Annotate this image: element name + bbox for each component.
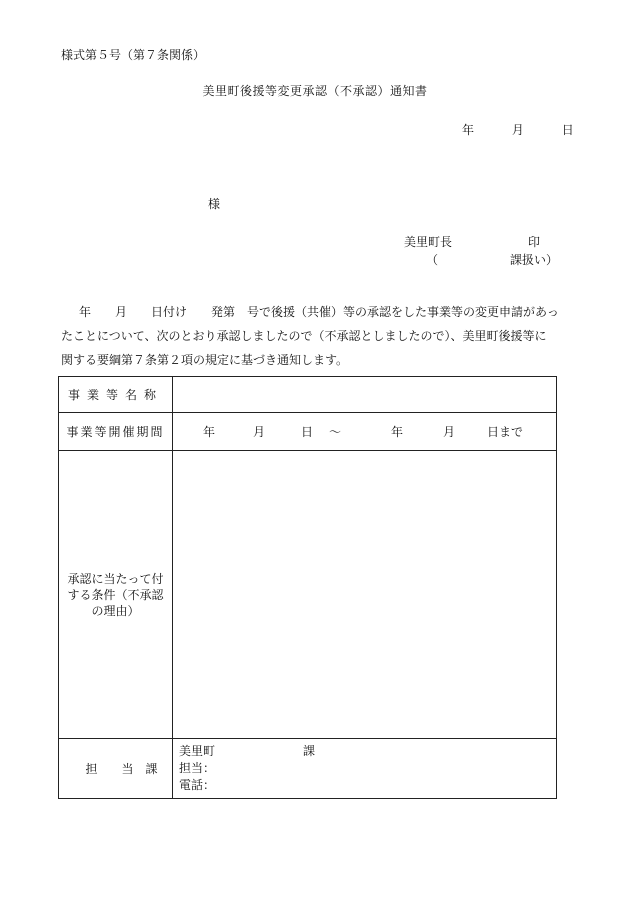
period-month-1: 月 (253, 425, 266, 439)
dept-label-char-2: 当 (121, 762, 134, 776)
date-year: 年 (462, 123, 475, 137)
event-name-value (173, 377, 557, 413)
handling-dept: 課扱い） (510, 253, 559, 267)
dept-town: 美里町 (179, 744, 216, 758)
period-year-1: 年 (203, 425, 216, 439)
issue-date (462, 121, 574, 138)
seal-mark: 印 (528, 235, 541, 249)
event-period-label: 事業等開催期間 (59, 413, 173, 451)
dept-label-char-1: 担 (85, 762, 98, 776)
period-day-2-until: 日まで (487, 425, 524, 439)
issuer-name: 美里町長 (404, 235, 453, 249)
event-period-value (173, 413, 557, 451)
dept-line-town (179, 743, 550, 760)
handling-dept-paren: （ (426, 253, 439, 267)
dept-person: 担当： (179, 761, 216, 775)
body-line-3: 関する要綱第７条第２項の規定に基づき通知します。 (61, 353, 349, 367)
conditions-value (173, 451, 557, 739)
row-event-period (59, 413, 557, 451)
event-name-label: 事業等名称 (59, 377, 173, 413)
row-event-name (59, 377, 557, 413)
dept-ka: 課 (303, 744, 316, 758)
period-tilde: ～ (329, 425, 342, 439)
period-year-2: 年 (391, 425, 404, 439)
date-month: 月 (511, 123, 524, 137)
dept-phone: 電話： (179, 778, 216, 792)
form-number: 様式第５号（第７条関係） (61, 48, 206, 62)
conditions-label: 承認に当たって付する条件（不承認の理由） (59, 451, 173, 739)
row-conditions (59, 451, 557, 739)
dept-value (173, 739, 557, 799)
period-day-1: 日 (301, 425, 314, 439)
document-title: 美里町後援等変更承認（不承認）通知書 (202, 84, 428, 98)
date-day: 日 (561, 123, 574, 137)
dept-label (59, 739, 173, 799)
addressee-honorific: 様 (208, 197, 221, 211)
body-line-2: たことについて、次のとおり承認しましたので（不承認としましたので）、美里町後援等に (61, 329, 547, 343)
notice-body (61, 300, 559, 372)
body-line-1: 年 月 日付け 発第 号で後援（共催）等の承認をした事業等の変更申請があっ (79, 305, 559, 319)
details-table (58, 376, 557, 799)
row-dept (59, 739, 557, 799)
period-month-2: 月 (443, 425, 456, 439)
dept-label-char-3: 課 (145, 762, 158, 776)
